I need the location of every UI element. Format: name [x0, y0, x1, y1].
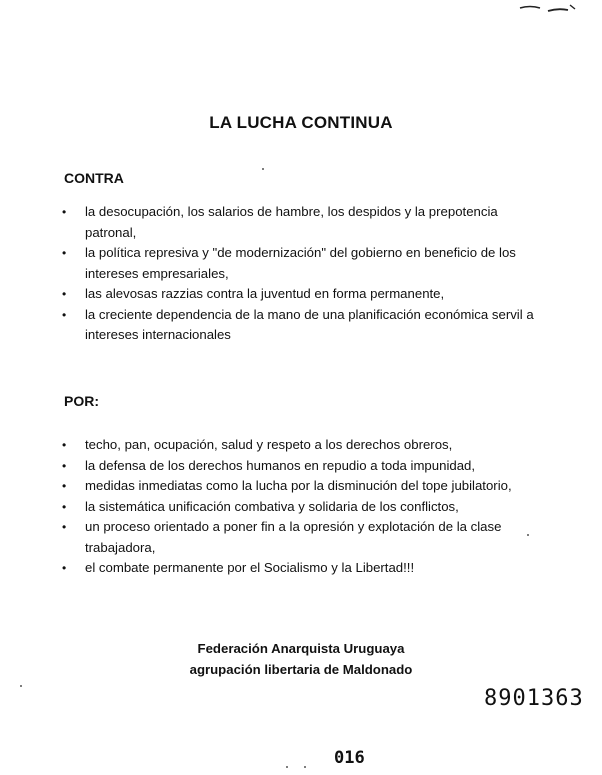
handwritten-mark: [518, 2, 578, 16]
bullet-icon: •: [62, 307, 67, 322]
list-item: [60, 558, 540, 579]
list-item-text: las alevosas razzias contra la juventud en forma permanente,: [85, 286, 445, 301]
list-item: [60, 243, 540, 284]
list-item: [60, 497, 540, 518]
list-item: [60, 284, 540, 305]
scan-speck: [20, 685, 22, 687]
bullet-icon: •: [62, 438, 67, 452]
stamp-number: 8901363: [484, 686, 584, 711]
page-number: 016: [334, 748, 365, 768]
list-item: [60, 305, 540, 346]
por-list: [60, 435, 540, 579]
bullet-icon: •: [62, 458, 67, 473]
list-item-text: medidas inmediatas como la lucha por la disminución del tope jubilatorio,: [85, 478, 512, 493]
bullet-icon: •: [62, 561, 67, 575]
list-item-text: el combate permanente por el Socialismo y la Libertad!!!: [85, 560, 415, 575]
list-item: [60, 456, 540, 477]
scan-speck: [286, 766, 288, 768]
bullet-icon: •: [62, 499, 67, 514]
list-item-text: un proceso orientado a poner fin a la opresión y explotación de la clase trabajadora,: [85, 519, 502, 555]
list-item-text: la desocupación, los salarios de hambre, los despidos y la prepotencia patronal,: [85, 204, 498, 240]
scan-speck: [527, 534, 529, 536]
list-item-text: techo, pan, ocupación, salud y respeto a los derechos obreros,: [85, 437, 453, 452]
bullet-icon: •: [62, 520, 67, 534]
list-item: [60, 476, 540, 497]
signature-organization: Federación Anarquista Uruguaya: [197, 641, 405, 656]
list-item-text: la creciente dependencia de la mano de una planificación económica servil a intereses internacionales: [85, 306, 534, 342]
bullet-icon: •: [62, 205, 67, 219]
scan-speck: [262, 168, 264, 170]
list-item-text: la política represiva y "de modernización" del gobierno en beneficio de los intereses empresariales,: [85, 245, 516, 281]
contra-list: [60, 202, 540, 346]
list-item-text: la defensa de los derechos humanos en repudio a toda impunidad,: [85, 457, 476, 473]
document-title: LA LUCHA CONTINUA: [209, 113, 393, 132]
list-item: [60, 435, 540, 456]
bullet-icon: •: [62, 287, 67, 301]
signature-group: agrupación libertaria de Maldonado: [189, 662, 413, 677]
bullet-icon: •: [62, 246, 67, 260]
contra-heading: CONTRA: [64, 170, 124, 186]
list-item: [60, 202, 540, 243]
bullet-icon: •: [62, 479, 67, 493]
scan-speck: [304, 766, 306, 768]
por-heading: POR:: [64, 393, 99, 409]
list-item: [60, 517, 540, 558]
list-item-text: la sistemática unificación combativa y solidaria de los conflictos,: [85, 498, 459, 514]
